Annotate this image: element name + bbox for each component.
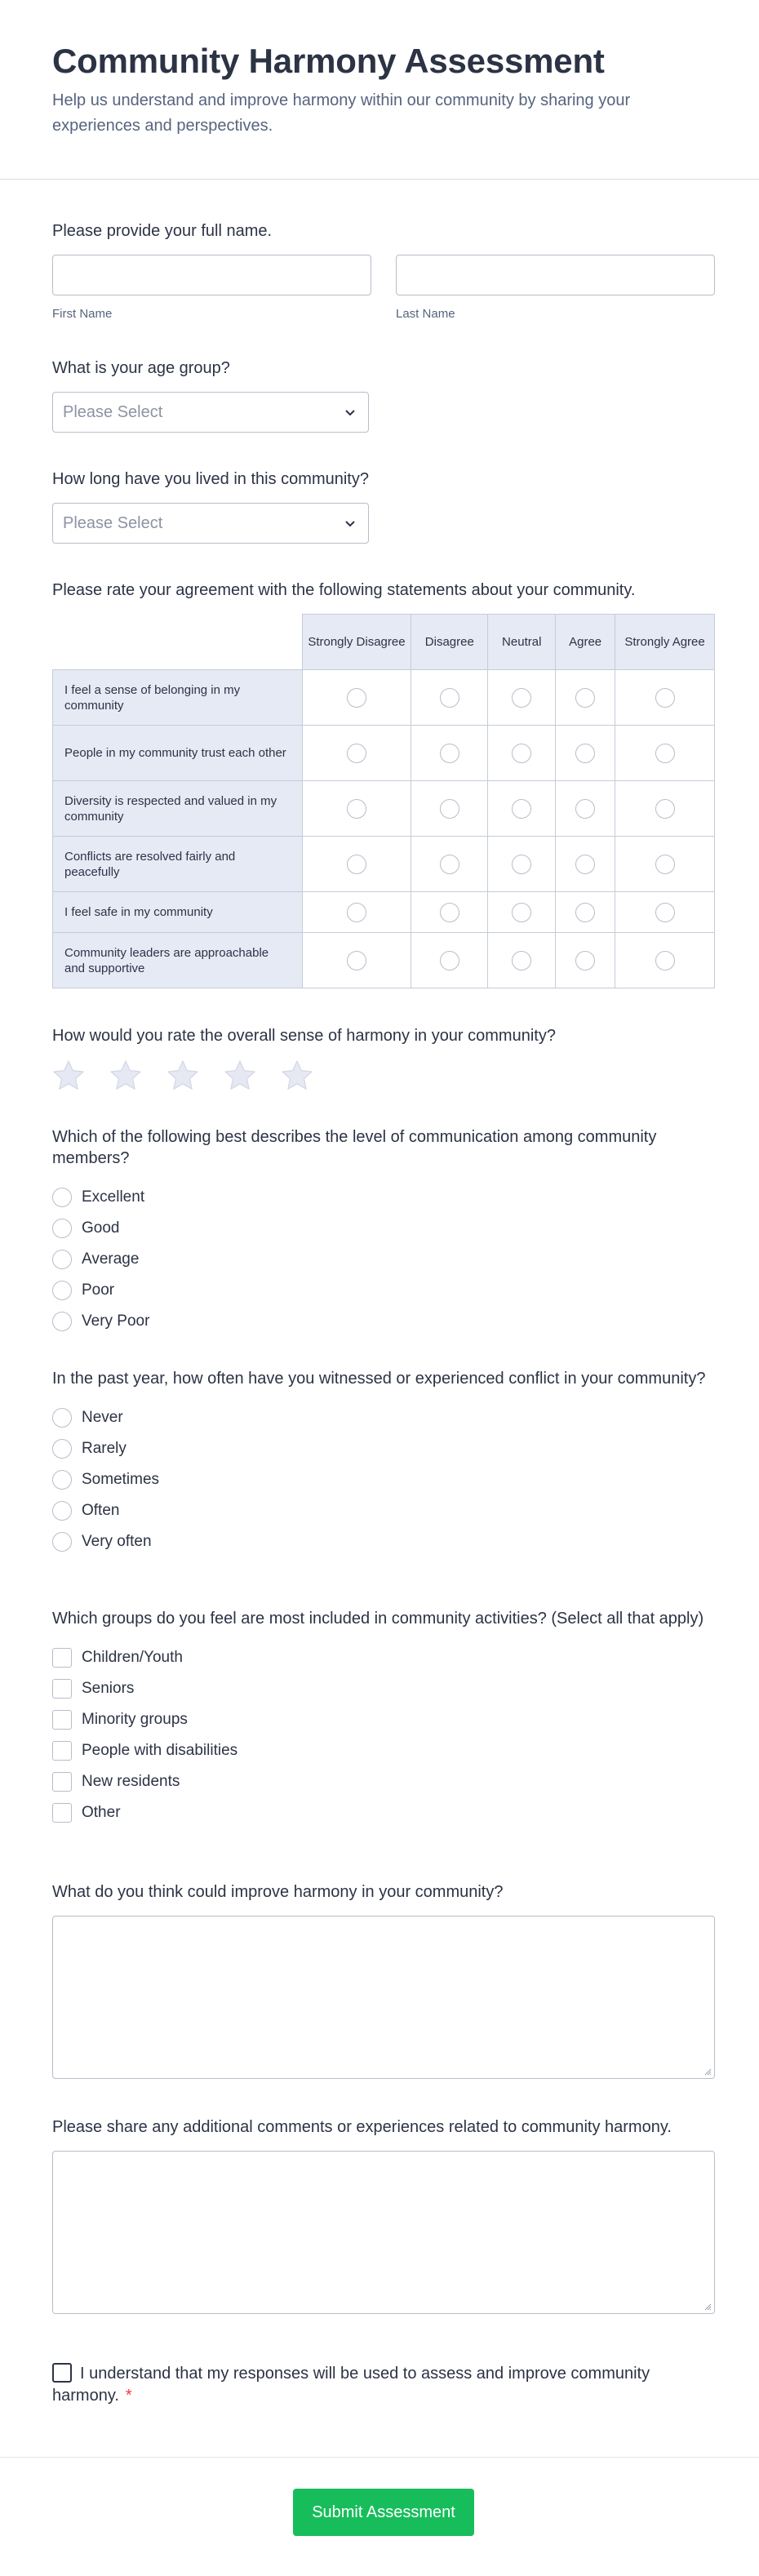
matrix-column-header: Strongly Agree xyxy=(615,615,715,670)
matrix-row-label: I feel a sense of belonging in my community xyxy=(53,670,303,726)
matrix-radio[interactable] xyxy=(655,744,675,763)
radio-button[interactable] xyxy=(52,1250,72,1269)
matrix-row xyxy=(53,670,715,726)
chevron-down-icon xyxy=(342,404,358,420)
footer-divider xyxy=(0,2457,759,2458)
matrix-radio[interactable] xyxy=(575,951,595,970)
radio-button[interactable] xyxy=(52,1219,72,1238)
checkbox[interactable] xyxy=(52,1803,72,1823)
matrix-radio[interactable] xyxy=(347,799,366,819)
checkbox[interactable] xyxy=(52,1772,72,1792)
radio-option[interactable] xyxy=(52,1244,715,1275)
radio-button[interactable] xyxy=(52,1188,72,1207)
matrix-radio[interactable] xyxy=(512,903,531,922)
age-group-question xyxy=(52,358,715,433)
groups-question xyxy=(52,1608,715,1828)
agreement-matrix-label: Please rate your agreement with the following statements about your community. xyxy=(52,581,636,599)
option-label: Average xyxy=(82,1250,140,1268)
conflict-question xyxy=(52,1368,715,1557)
harmony-rating-label: How would you rate the overall sense of harmony in your community? xyxy=(52,1027,556,1045)
matrix-radio[interactable] xyxy=(655,799,675,819)
radio-button[interactable] xyxy=(52,1408,72,1428)
matrix-radio[interactable] xyxy=(440,951,459,970)
submit-button[interactable]: Submit Assessment xyxy=(293,2489,474,2536)
matrix-radio[interactable] xyxy=(655,903,675,922)
form-header xyxy=(0,0,759,180)
resize-grip-icon[interactable] xyxy=(704,2067,712,2076)
matrix-radio[interactable] xyxy=(512,688,531,708)
option-label: People with disabilities xyxy=(82,1742,238,1759)
matrix-row-label: I feel safe in my community xyxy=(53,892,303,933)
matrix-radio[interactable] xyxy=(440,688,459,708)
matrix-row-label: Conflicts are resolved fairly and peacefully xyxy=(53,837,303,892)
age-group-placeholder: Please Select xyxy=(63,402,163,421)
full-name-label: Please provide your full name. xyxy=(52,222,273,240)
checkbox-option[interactable] xyxy=(52,1673,715,1704)
age-group-select[interactable] xyxy=(52,392,369,433)
checkbox-option[interactable] xyxy=(52,1766,715,1797)
harmony-rating-question xyxy=(52,1025,715,1092)
matrix-radio[interactable] xyxy=(575,903,595,922)
agreement-matrix-question xyxy=(52,580,715,988)
star-rating xyxy=(52,1059,715,1092)
matrix-radio[interactable] xyxy=(655,951,675,970)
checkbox[interactable] xyxy=(52,1648,72,1668)
option-label: Children/Youth xyxy=(82,1649,183,1666)
improve-harmony-label: What do you think could improve harmony in your community? xyxy=(52,1883,504,1901)
matrix-row-label: Diversity is respected and valued in my community xyxy=(53,781,303,837)
option-label: Very often xyxy=(82,1533,152,1550)
option-label: Very Poor xyxy=(82,1312,150,1330)
groups-label: Which groups do you feel are most included in community activities? (Select all that apply) xyxy=(52,1610,704,1628)
matrix-radio[interactable] xyxy=(575,688,595,708)
checkbox[interactable] xyxy=(52,1741,72,1761)
conflict-label: In the past year, how often have you witnessed or experienced conflict in your community? xyxy=(52,1370,706,1388)
residence-duration-select[interactable] xyxy=(52,503,369,544)
improve-harmony-textarea[interactable] xyxy=(52,1916,715,2079)
option-label: Often xyxy=(82,1502,120,1519)
radio-button[interactable] xyxy=(52,1532,72,1552)
radio-option[interactable] xyxy=(52,1306,715,1337)
matrix-row-label: People in my community trust each other xyxy=(53,726,303,781)
option-label: Rarely xyxy=(82,1440,126,1457)
matrix-radio[interactable] xyxy=(575,855,595,874)
first-name-input[interactable] xyxy=(52,255,371,295)
option-label: Never xyxy=(82,1409,123,1426)
chevron-down-icon xyxy=(342,515,358,531)
option-label: Good xyxy=(82,1219,120,1237)
last-name-input[interactable] xyxy=(396,255,715,295)
radio-button[interactable] xyxy=(52,1281,72,1300)
option-label: Minority groups xyxy=(82,1711,188,1728)
radio-button[interactable] xyxy=(52,1439,72,1459)
consent-text: I understand that my responses will be used to assess and improve community harmony. xyxy=(52,2365,650,2405)
matrix-radio[interactable] xyxy=(347,744,366,763)
radio-option[interactable] xyxy=(52,1402,715,1433)
radio-button[interactable] xyxy=(52,1501,72,1521)
required-asterisk: * xyxy=(125,2387,132,2405)
matrix-radio[interactable] xyxy=(575,744,595,763)
first-name-sublabel: First Name xyxy=(52,307,113,321)
option-label: Other xyxy=(82,1804,121,1821)
checkbox-option[interactable] xyxy=(52,1704,715,1735)
resize-grip-icon[interactable] xyxy=(704,2303,712,2311)
matrix-radio[interactable] xyxy=(512,951,531,970)
additional-comments-label: Please share any additional comments or experiences related to community harmony. xyxy=(52,2118,672,2136)
option-label: Excellent xyxy=(82,1188,145,1206)
matrix-radio[interactable] xyxy=(512,744,531,763)
age-group-label: What is your age group? xyxy=(52,359,230,377)
communication-question xyxy=(52,1126,715,1337)
option-label: Poor xyxy=(82,1281,115,1299)
matrix-radio[interactable] xyxy=(655,688,675,708)
checkbox[interactable] xyxy=(52,1679,72,1699)
consent-question xyxy=(52,2363,715,2407)
checkbox[interactable] xyxy=(52,1710,72,1730)
matrix-radio[interactable] xyxy=(512,855,531,874)
matrix-row-label: Community leaders are approachable and supportive xyxy=(53,933,303,988)
radio-button[interactable] xyxy=(52,1470,72,1490)
checkbox-option[interactable] xyxy=(52,1642,715,1673)
matrix-row xyxy=(53,837,715,892)
additional-comments-question xyxy=(52,2116,715,2314)
radio-option[interactable] xyxy=(52,1275,715,1306)
matrix-radio[interactable] xyxy=(347,688,366,708)
communication-label: Which of the following best describes the level of communication among community members? xyxy=(52,1128,657,1167)
star-icon[interactable] xyxy=(52,1059,85,1092)
residence-duration-placeholder: Please Select xyxy=(63,513,163,532)
checkbox-option[interactable] xyxy=(52,1797,715,1828)
radio-button[interactable] xyxy=(52,1312,72,1331)
agreement-matrix xyxy=(52,614,715,988)
full-name-question xyxy=(52,220,715,321)
option-label: Seniors xyxy=(82,1680,135,1697)
matrix-radio[interactable] xyxy=(512,799,531,819)
residence-duration-label: How long have you lived in this community? xyxy=(52,470,369,488)
matrix-radio[interactable] xyxy=(440,855,459,874)
matrix-row xyxy=(53,892,715,933)
matrix-radio[interactable] xyxy=(655,855,675,874)
matrix-radio[interactable] xyxy=(440,903,459,922)
matrix-row xyxy=(53,933,715,988)
radio-option[interactable] xyxy=(52,1526,715,1557)
matrix-radio[interactable] xyxy=(347,951,366,970)
radio-option[interactable] xyxy=(52,1182,715,1213)
matrix-column-header: Neutral xyxy=(488,615,556,670)
matrix-radio[interactable] xyxy=(575,799,595,819)
matrix-radio[interactable] xyxy=(440,799,459,819)
residence-duration-question xyxy=(52,469,715,544)
radio-option[interactable] xyxy=(52,1433,715,1464)
option-label: Sometimes xyxy=(82,1471,160,1488)
checkbox-option[interactable] xyxy=(52,1735,715,1766)
star-icon[interactable] xyxy=(166,1059,199,1092)
radio-option[interactable] xyxy=(52,1213,715,1244)
star-icon[interactable] xyxy=(281,1059,313,1092)
form-title: Community Harmony Assessment xyxy=(52,42,605,80)
form-subtitle: Help us understand and improve harmony within our community by sharing your experiences and perspectives. xyxy=(52,91,631,135)
matrix-row xyxy=(53,726,715,781)
radio-option[interactable] xyxy=(52,1495,715,1526)
matrix-column-header: Disagree xyxy=(411,615,488,670)
radio-option[interactable] xyxy=(52,1464,715,1495)
matrix-column-header: Strongly Disagree xyxy=(302,615,411,670)
matrix-column-header: Agree xyxy=(556,615,615,670)
last-name-sublabel: Last Name xyxy=(396,307,455,321)
additional-comments-textarea[interactable] xyxy=(52,2151,715,2314)
star-icon[interactable] xyxy=(224,1059,256,1092)
matrix-radio[interactable] xyxy=(347,903,366,922)
star-icon[interactable] xyxy=(109,1059,142,1092)
option-label: New residents xyxy=(82,1773,180,1790)
improve-harmony-question xyxy=(52,1881,715,2079)
consent-checkbox[interactable] xyxy=(52,2363,72,2383)
matrix-radio[interactable] xyxy=(347,855,366,874)
matrix-radio[interactable] xyxy=(440,744,459,763)
matrix-row xyxy=(53,781,715,837)
